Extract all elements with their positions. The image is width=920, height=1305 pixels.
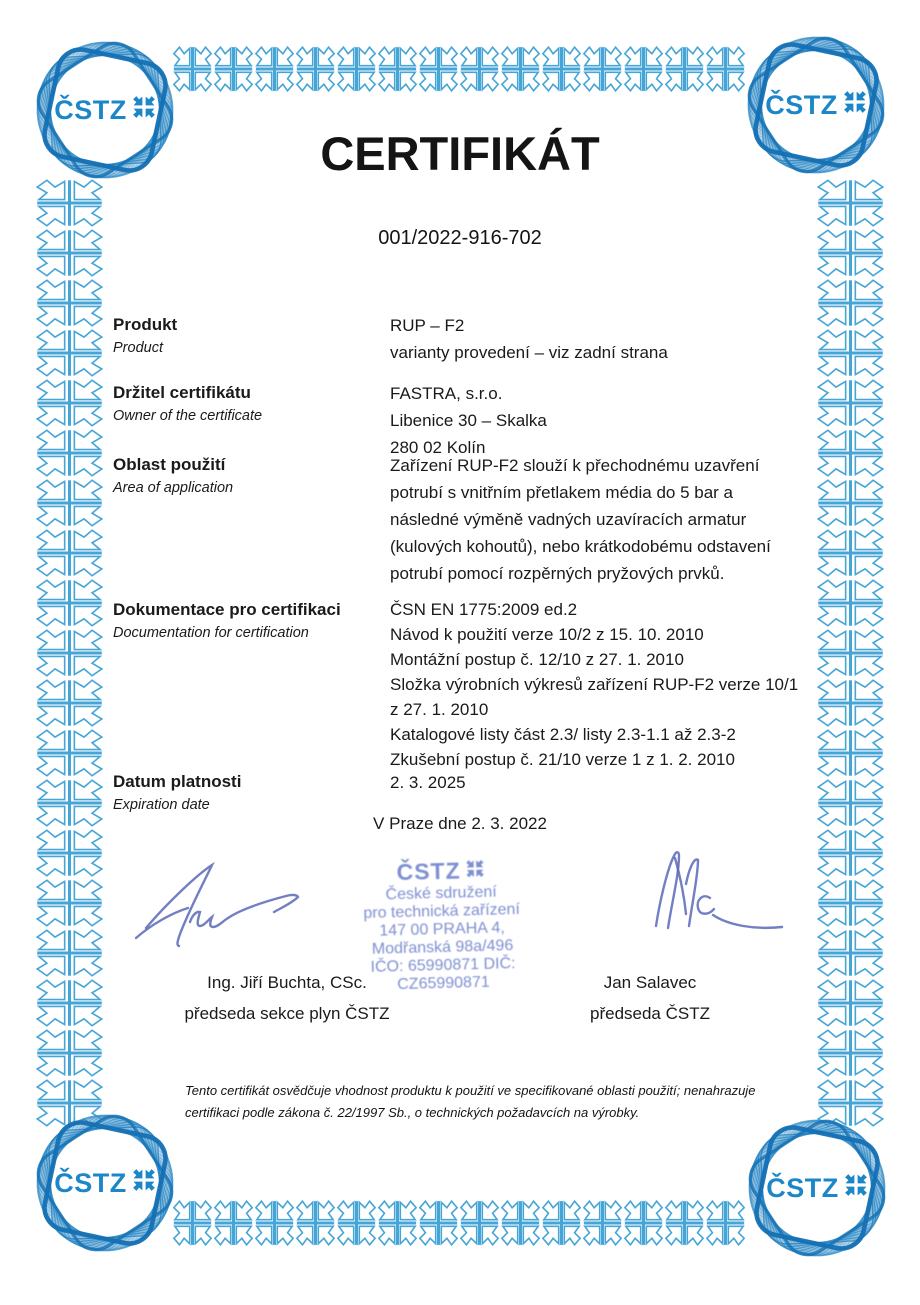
- cstz-logo-text: ČSTZ: [54, 94, 127, 125]
- field-label-cs: Produkt: [113, 315, 178, 334]
- cstz-logo-text: ČSTZ: [54, 1167, 127, 1198]
- text-line: certifikaci podle zákona č. 22/1997 Sb., o technických požadavcích na výrobky.: [185, 1105, 640, 1120]
- border-motif-icon: [815, 1028, 886, 1078]
- border-motif-icon: [34, 678, 105, 728]
- text-line: 2. 3. 2025: [390, 773, 466, 792]
- cstz-logo-text: ČSTZ: [765, 89, 838, 120]
- text-line: 147 00 PRAHA 4, Modřanská 98a/496: [371, 919, 514, 958]
- border-motif-icon: [34, 478, 105, 528]
- border-motif-icon: [500, 1199, 541, 1247]
- cstz-logo-mark-icon: [132, 1168, 156, 1199]
- cstz-four-arrow-mark-icon: [132, 95, 156, 119]
- ornamental-border-top: [172, 45, 746, 93]
- text-line: (kulových kohoutů), nebo krátkodobému odstavení: [390, 537, 771, 556]
- border-motif-icon: [664, 1199, 705, 1247]
- field-label-en: Product: [113, 340, 163, 356]
- cstz-logo-mark-icon: [843, 90, 867, 121]
- border-motif-icon: [582, 1199, 623, 1247]
- text-line: varianty provedení – viz zadní strana: [390, 343, 668, 362]
- border-motif-icon: [34, 828, 105, 878]
- cstz-corner-logo-bottom-left: [17, 1095, 193, 1271]
- border-motif-icon: [541, 1199, 582, 1247]
- certificate-number: 001/2022-916-702: [378, 227, 542, 249]
- disclaimer-text: [185, 1080, 755, 1124]
- signatory-role: předseda sekce plyn ČSTZ: [184, 1004, 390, 1023]
- border-motif-icon: [34, 578, 105, 628]
- border-motif-icon: [377, 45, 418, 93]
- cstz-four-arrow-mark-icon: [465, 859, 484, 878]
- text-line: potrubí s vnitřním přetlakem média do 5 bar a: [390, 483, 733, 502]
- border-motif-icon: [295, 45, 336, 93]
- section-area-of-application: [113, 452, 877, 587]
- field-label-cs: Držitel certifikátu: [113, 383, 251, 402]
- signatory-right: [495, 973, 805, 1024]
- border-motif-icon: [34, 928, 105, 978]
- signatory-name: Jan Salavec: [603, 973, 697, 992]
- border-motif-icon: [34, 328, 105, 378]
- signatory-left: [127, 973, 447, 1024]
- cstz-four-arrow-mark-icon: [843, 90, 867, 114]
- signatory-role: předseda ČSTZ: [590, 1004, 710, 1023]
- field-label-en: Expiration date: [113, 797, 210, 813]
- border-motif-icon: [541, 45, 582, 93]
- text-line: Libenice 30 – Skalka: [390, 411, 547, 430]
- text-line: Tento certifikát osvědčuje vhodnost produktu k použití ve specifikované oblasti použití; nenahrazuje: [185, 1083, 756, 1098]
- text-line: potrubí pomocí rozpěrných pryžových prvků.: [390, 564, 725, 583]
- issue-place-date: V Praze dne 2. 3. 2022: [373, 814, 547, 833]
- cstz-logo-mark-icon: [132, 95, 156, 126]
- field-value: [390, 597, 798, 772]
- border-motif-icon: [34, 878, 105, 928]
- border-motif-icon: [418, 1199, 459, 1247]
- certificate-title: CERTIFIKÁT: [320, 127, 600, 180]
- border-motif-icon: [34, 378, 105, 428]
- border-motif-icon: [623, 1199, 664, 1247]
- border-motif-icon: [213, 45, 254, 93]
- text-line: České sdružení: [385, 883, 497, 904]
- cstz-four-arrow-mark-icon: [844, 1173, 868, 1197]
- cstz-corner-logo-bottom-right: [729, 1100, 905, 1276]
- border-motif-icon: [459, 45, 500, 93]
- text-line: Návod k použití verze 10/2 z 15. 10. 2010: [390, 625, 704, 644]
- border-motif-icon: [34, 628, 105, 678]
- text-line: Složka výrobních výkresů zařízení RUP-F2 verze 10/1: [390, 675, 799, 694]
- text-line: FASTRA, s.r.o.: [390, 384, 503, 403]
- field-value: [390, 769, 466, 815]
- ornamental-border-bottom: [172, 1199, 746, 1247]
- border-motif-icon: [336, 1199, 377, 1247]
- text-line: pro technická zařízení: [363, 900, 521, 923]
- border-motif-icon: [815, 978, 886, 1028]
- signature-left: [128, 850, 318, 955]
- text-line: Montážní postup č. 12/10 z 27. 1. 2010: [390, 650, 684, 669]
- border-motif-icon: [213, 1199, 254, 1247]
- field-value: [390, 312, 668, 366]
- text-line: IČO: 65990871 DIČ: CZ65990871: [370, 955, 516, 994]
- text-line: 280 02 Kolín: [390, 438, 486, 457]
- border-motif-icon: [459, 1199, 500, 1247]
- text-line: RUP – F2: [390, 316, 465, 335]
- border-motif-icon: [623, 45, 664, 93]
- border-motif-icon: [34, 978, 105, 1028]
- field-label: [113, 380, 390, 461]
- text-line: Zkušební postup č. 21/10 verze 1 z 1. 2. 2010: [390, 750, 735, 769]
- cstz-logo-text: ČSTZ: [766, 1172, 839, 1203]
- border-motif-icon: [815, 928, 886, 978]
- stamp-org-short: ČSTZ: [396, 857, 461, 886]
- text-line: Katalogové listy část 2.3/ listy 2.3-1.1 až 2.3-2: [390, 725, 736, 744]
- section-documentation: [113, 597, 877, 772]
- border-motif-icon: [34, 1028, 105, 1078]
- field-label-en: Owner of the certificate: [113, 408, 263, 424]
- field-label: [113, 312, 390, 366]
- border-motif-icon: [418, 45, 459, 93]
- signatory-name: Ing. Jiří Buchta, CSc.: [207, 973, 367, 992]
- border-motif-icon: [377, 1199, 418, 1247]
- border-motif-icon: [500, 45, 541, 93]
- border-motif-icon: [336, 45, 377, 93]
- cstz-logo-mark-icon: [844, 1173, 868, 1204]
- border-motif-icon: [34, 728, 105, 778]
- section-owner: [113, 380, 877, 461]
- field-label-cs: Oblast použití: [113, 455, 226, 474]
- field-label-cs: Datum platnosti: [113, 772, 242, 791]
- field-label-cs: Dokumentace pro certifikaci: [113, 600, 341, 619]
- border-motif-icon: [815, 878, 886, 928]
- text-line: z 27. 1. 2010: [390, 700, 489, 719]
- cstz-four-arrow-mark-icon: [132, 1168, 156, 1192]
- section-expiration-date: [113, 769, 877, 815]
- cstz-logo-label: [17, 1095, 193, 1271]
- field-value: [390, 452, 771, 587]
- border-motif-icon: [815, 828, 886, 878]
- text-line: ČSN EN 1775:2009 ed.2: [390, 600, 578, 619]
- border-motif-icon: [34, 428, 105, 478]
- text-line: následné výměně vadných uzavíracích armatur: [390, 510, 747, 529]
- border-motif-icon: [664, 45, 705, 93]
- cstz-logo-label: [729, 1100, 905, 1276]
- field-label: [113, 597, 390, 772]
- border-motif-icon: [34, 528, 105, 578]
- field-value: [390, 380, 547, 461]
- text-line: Zařízení RUP-F2 slouží k přechodnému uzavření: [390, 456, 760, 475]
- field-label-en: Documentation for certification: [113, 625, 309, 641]
- field-label-en: Area of application: [113, 480, 234, 496]
- border-motif-icon: [295, 1199, 336, 1247]
- border-motif-icon: [34, 278, 105, 328]
- field-label: [113, 769, 390, 815]
- signature-right: [628, 842, 793, 947]
- ornamental-border-left: [34, 178, 105, 1128]
- field-label: [113, 452, 390, 587]
- border-motif-icon: [582, 45, 623, 93]
- border-motif-icon: [254, 45, 295, 93]
- border-motif-icon: [254, 1199, 295, 1247]
- section-product: [113, 312, 877, 366]
- cstz-logo-mark-icon: [465, 857, 485, 884]
